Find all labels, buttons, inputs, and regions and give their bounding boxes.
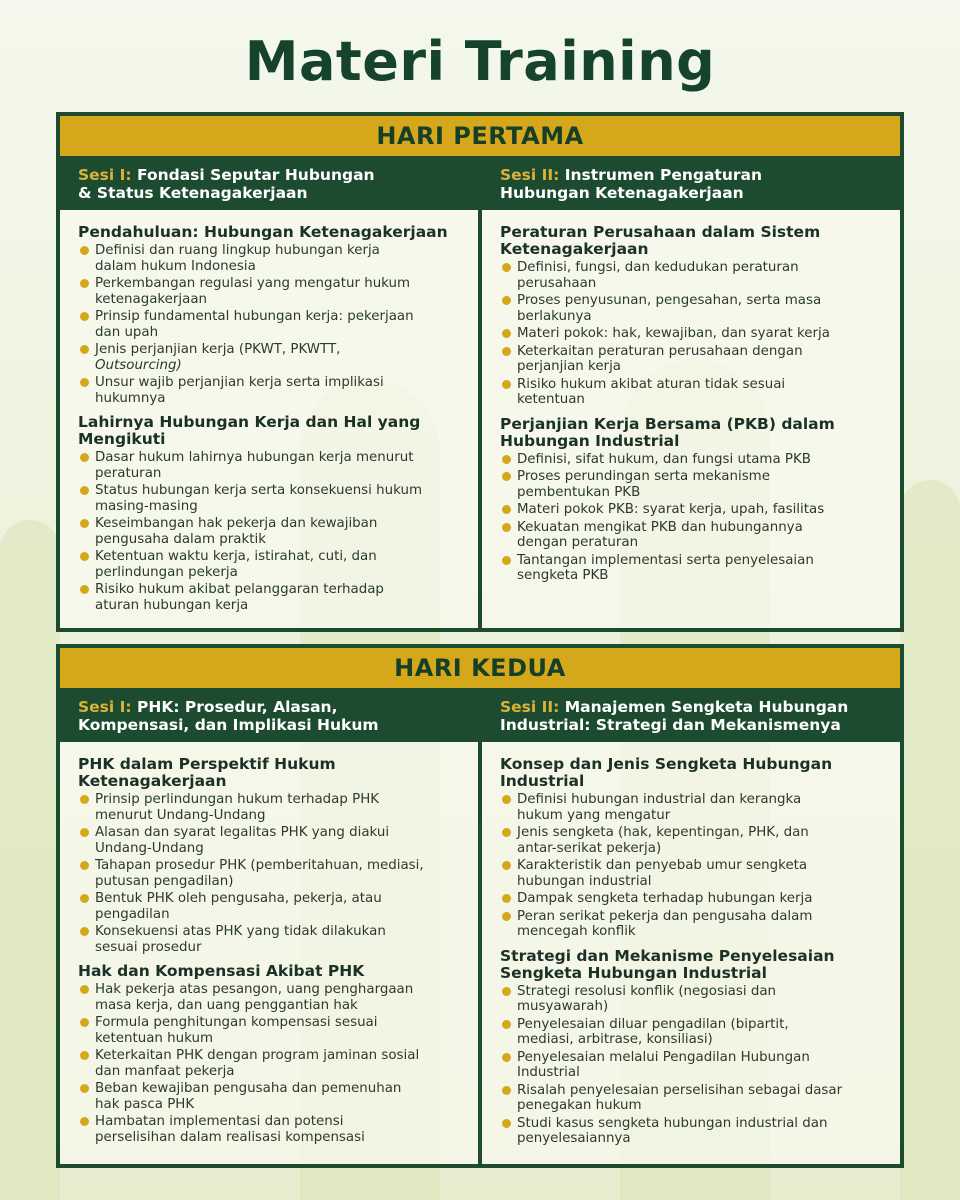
list-item-line: Strategi resolusi konflik (negosiasi dan [517,983,777,999]
list-item-line: hak pasca PHK [95,1096,195,1112]
list-item [78,1114,468,1145]
session-title-line: PHK: Prosedur, Alasan, [136,698,338,716]
bullet-dot-icon [502,263,511,272]
bullet-dot-icon [502,296,511,305]
list-item-line: Materi pokok PKB: syarat kerja, upah, fasilitas [517,502,825,517]
list-item [78,309,468,340]
bullet-dot-icon [80,828,89,837]
topic-title-line: PHK dalam Perspektif Hukum [78,755,336,773]
bullet-dot-icon [80,1117,89,1126]
list-item-line: Tantangan implementasi serta penyelesaian [517,552,814,568]
topic-title [500,224,890,258]
list-item-line: perjanjian kerja [517,359,621,374]
bullet-dot-icon [80,552,89,561]
bullet-dot-icon [502,523,511,532]
list-item-line: Industrial [517,1065,580,1080]
list-item-line: mediasi, arbitrase, konsiliasi) [517,1032,713,1047]
list-item [78,1081,468,1112]
topic-title [78,963,468,980]
list-item-line: Dasar hukum lahirnya hubungan kerja menurut [95,450,414,465]
list-item-line: dalam hukum Indonesia [95,258,256,274]
bullet-dot-icon [80,246,89,255]
list-item [500,502,890,518]
bullet-dot-icon [502,987,511,996]
bullet-dot-icon [80,1018,89,1027]
list-item [78,243,468,274]
list-item [500,1050,890,1081]
bullet-dot-icon [502,505,511,514]
list-item [78,982,468,1013]
list-item-line: Alasan dan syarat legalitas PHK yang diakui [95,825,390,840]
bullet-dot-icon [80,1084,89,1093]
list-item-line: ketentuan [517,392,585,407]
list-item-line: ketentuan hukum [95,1030,214,1046]
bullet-dot-icon [502,380,511,389]
session-label: Sesi II: [500,166,560,184]
bullet-dot-icon [80,894,89,903]
session-title [482,691,900,742]
list-item [500,377,890,408]
list-item-line: musyawarah) [517,999,609,1014]
bullet-dot-icon [80,985,89,994]
list-item-line: hubungan industrial [517,873,652,889]
list-item-line: hukum yang mengatur [517,807,671,823]
list-item-line: aturan hubungan kerja [95,597,249,613]
list-item-line: Status hubungan kerja serta konsekuensi hukum [95,483,422,498]
session-body [482,210,900,584]
list-item-line: dan manfaat pekerja [95,1063,235,1079]
list-item-line: Outsourcing) [95,357,182,373]
bullet-dot-icon [502,1053,511,1062]
topic-title [78,224,468,241]
session-body [482,742,900,1147]
list-item-line: Prinsip perlindungan hukum terhadap PHK [95,792,380,807]
bullet-dot-icon [502,455,511,464]
topic-title-line: Pendahuluan: Hubungan Ketenagakerjaan [78,223,448,241]
list-item [500,1017,890,1048]
bullet-dot-icon [502,329,511,338]
list-item [78,825,468,856]
list-item-line: Hambatan implementasi dan potensi [95,1114,344,1129]
list-item [500,1116,890,1147]
topic-title [500,416,890,450]
bullet-dot-icon [502,347,511,356]
list-item [500,909,890,940]
list-item [78,1015,468,1046]
day-title: HARI PERTAMA [60,116,900,159]
topic-title-line: Industrial [500,772,585,790]
list-item-line: Undang-Undang [95,840,204,856]
topic-title-line: Konsep dan Jenis Sengketa Hubungan [500,755,833,773]
session-title-line: Industrial: Strategi dan Mekanismenya [500,716,841,734]
list-item-line: Proses penyusunan, pengesahan, serta masa [517,293,822,308]
topic-title-line: Lahirnya Hubungan Kerja dan Hal yang [78,413,421,431]
session-body [60,210,478,613]
bullet-dot-icon [502,1020,511,1029]
bullet-dot-icon [502,472,511,481]
day-panel-2 [56,644,904,1168]
session-title-line: Hubungan Ketenagakerjaan [500,184,744,202]
background-silhouette [0,520,60,1200]
list-item-line: ketenagakerjaan [95,291,208,307]
list-item-line: Risiko hukum akibat pelanggaran terhadap [95,582,384,597]
list-item-line: masa kerja, dan uang penggantian hak [95,997,358,1013]
bullet-list [78,450,468,613]
bullet-dot-icon [80,486,89,495]
bullet-dot-icon [502,828,511,837]
list-item [78,549,468,580]
list-item [500,344,890,375]
list-item [500,792,890,823]
list-item-line: putusan pengadilan) [95,873,234,889]
list-item [500,293,890,324]
bullet-dot-icon [502,556,511,565]
list-item-line: mencegah konflik [517,924,636,939]
list-item-line: Ketentuan waktu kerja, istirahat, cuti, dan [95,549,377,564]
list-item [500,520,890,551]
page-title: Materi Training [244,30,716,93]
list-item-line: penegakan hukum [517,1098,642,1113]
bullet-dot-icon [502,1119,511,1128]
bullet-list [500,984,890,1147]
bullet-list [78,982,468,1145]
list-item-line: Definisi, fungsi, dan kedudukan peraturan [517,260,799,275]
session-columns [60,691,900,1164]
list-item-line: Dampak sengketa terhadap hubungan kerja [517,891,813,906]
list-item [78,1048,468,1079]
session-title-line: Manajemen Sengketa Hubungan [564,698,849,716]
session-title [60,691,478,742]
session-title [482,159,900,210]
list-item-line: penyelesaiannya [517,1131,631,1146]
list-item [78,450,468,481]
list-item-line: Penyelesaian diluar pengadilan (bipartit, [517,1016,789,1032]
topic-title [78,414,468,448]
list-item-line: pembentukan PKB [517,484,641,500]
topic-title-line: Peraturan Perusahaan dalam Sistem [500,223,821,241]
list-item-line: Jenis sengketa (hak, kepentingan, PHK, dan [517,825,809,840]
session-title-line: Fondasi Seputar Hubungan [136,166,375,184]
list-item-line: Kekuatan mengikat PKB dan hubungannya [517,519,803,535]
bullet-dot-icon [502,861,511,870]
bullet-dot-icon [80,378,89,387]
session-label: Sesi II: [500,698,560,716]
list-item [500,891,890,907]
list-item [500,326,890,342]
session-title [60,159,478,210]
session-columns [60,159,900,628]
list-item-line: Definisi, sifat hukum, dan fungsi utama PKB [517,451,811,467]
list-item-line: hukumnya [95,390,166,406]
topic-title-line: Mengikuti [78,430,166,448]
list-item-line: Beban kewajiban pengusaha dan pemenuhan [95,1081,402,1096]
list-item-line: Konsekuensi atas PHK yang tidak dilakukan [95,924,386,939]
session-body [60,742,478,1145]
bullet-list [500,260,890,408]
bullet-dot-icon [80,279,89,288]
list-item-line: Perkembangan regulasi yang mengatur hukum [95,276,411,291]
session-panel [60,691,478,1164]
list-item [78,891,468,922]
session-title-line: Kompensasi, dan Implikasi Hukum [78,716,379,734]
bullet-dot-icon [80,795,89,804]
session-title-line: Instrumen Pengaturan [564,166,763,184]
session-panel [478,691,900,1164]
topic-title-line: Ketenagakerjaan [78,772,227,790]
list-item [78,483,468,514]
list-item [78,375,468,406]
list-item-line: Materi pokok: hak, kewajiban, dan syarat kerja [517,326,830,341]
session-label: Sesi I: [78,166,132,184]
list-item-line: Keterkaitan PHK dengan program jaminan sosial [95,1048,420,1063]
list-item [500,858,890,889]
list-item [500,553,890,584]
list-item-line: Bentuk PHK oleh pengusaha, pekerja, atau [95,891,382,906]
list-item-line: peraturan [95,465,162,481]
list-item-line: pengusaha dalam praktik [95,531,266,547]
bullet-dot-icon [80,345,89,354]
topic-title-line: Sengketa Hubungan Industrial [500,963,767,982]
topic-title [500,948,890,982]
bullet-dot-icon [80,312,89,321]
list-item [78,924,468,955]
list-item-line: Jenis perjanjian kerja (PKWT, PKWTT, [95,342,341,357]
list-item-line: antar-serikat pekerja) [517,840,662,856]
list-item-line: Definisi hubungan industrial dan kerangka [517,792,802,807]
topic-title-line: Perjanjian Kerja Bersama (PKB) dalam [500,414,835,433]
topic-title-line: Hak dan Kompensasi Akibat PHK [78,962,365,980]
list-item [500,469,890,500]
bullet-dot-icon [80,453,89,462]
session-panel [60,159,478,628]
list-item [78,858,468,889]
session-title-line: & Status Ketenagakerjaan [78,184,308,202]
bullet-dot-icon [502,894,511,903]
topic-title [78,756,468,790]
topic-title-line: Strategi dan Mekanisme Penyelesaian [500,946,835,965]
list-item-line: Keterkaitan peraturan perusahaan dengan [517,343,803,359]
session-label: Sesi I: [78,698,132,716]
bullet-dot-icon [80,861,89,870]
list-item-line: Peran serikat pekerja dan pengusaha dalam [517,908,813,924]
list-item [500,825,890,856]
list-item-line: Formula penghitungan kompensasi sesuai [95,1015,378,1030]
bullet-list [500,792,890,940]
bullet-dot-icon [502,912,511,921]
session-panel [478,159,900,628]
day-panel-1 [56,112,904,632]
topic-title [500,756,890,790]
list-item-line: Penyelesaian melalui Pengadilan Hubungan [517,1049,810,1065]
list-item-line: sengketa PKB [517,568,609,583]
list-item-line: Risalah penyelesaian perselisihan sebagai dasar [517,1082,843,1098]
bullet-dot-icon [80,927,89,936]
list-item-line: berlakunya [517,308,592,324]
topic-title-line: Hubungan Industrial [500,431,680,450]
list-item [500,452,890,468]
topic-title-line: Ketenagakerjaan [500,240,649,258]
list-item-line: pengadilan [95,906,170,922]
bullet-dot-icon [502,1086,511,1095]
list-item [500,984,890,1015]
list-item-line: Definisi dan ruang lingkup hubungan kerja [95,243,380,258]
list-item [500,260,890,291]
bullet-dot-icon [80,519,89,528]
bullet-list [500,452,890,584]
day-title: HARI KEDUA [60,648,900,691]
list-item-line: dan upah [95,324,159,340]
list-item-line: perusahaan [517,275,597,291]
list-item-line: Keseimbangan hak pekerja dan kewajiban [95,516,378,531]
list-item-line: dengan peraturan [517,535,639,550]
list-item-line: Risiko hukum akibat aturan tidak sesuai [517,376,786,392]
background-silhouette [900,480,960,1200]
bullet-dot-icon [80,1051,89,1060]
list-item-line: Tahapan prosedur PHK (pemberitahuan, mediasi, [95,858,424,873]
list-item-line: Hak pekerja atas pesangon, uang penghargaan [95,982,414,997]
list-item [500,1083,890,1114]
list-item [78,276,468,307]
list-item-line: Studi kasus sengketa hubungan industrial dan [517,1115,828,1131]
bullet-list [78,243,468,406]
list-item-line: perselisihan dalam realisasi kompensasi [95,1129,365,1145]
list-item-line: Karakteristik dan penyebab umur sengketa [517,858,808,873]
list-item-line: Prinsip fundamental hubungan kerja: pekerjaan [95,309,414,324]
list-item-line: masing-masing [95,498,198,514]
list-item-line: perlindungan pekerja [95,564,238,580]
bullet-list [78,792,468,955]
list-item [78,792,468,823]
list-item [78,516,468,547]
list-item-line: Proses perundingan serta mekanisme [517,469,770,484]
list-item-line: sesuai prosedur [95,939,202,955]
list-item-line: Unsur wajib perjanjian kerja serta implikasi [95,375,384,390]
list-item [78,342,468,373]
list-item [78,582,468,613]
bullet-dot-icon [502,795,511,804]
bullet-dot-icon [80,585,89,594]
list-item-line: menurut Undang-Undang [95,807,266,823]
